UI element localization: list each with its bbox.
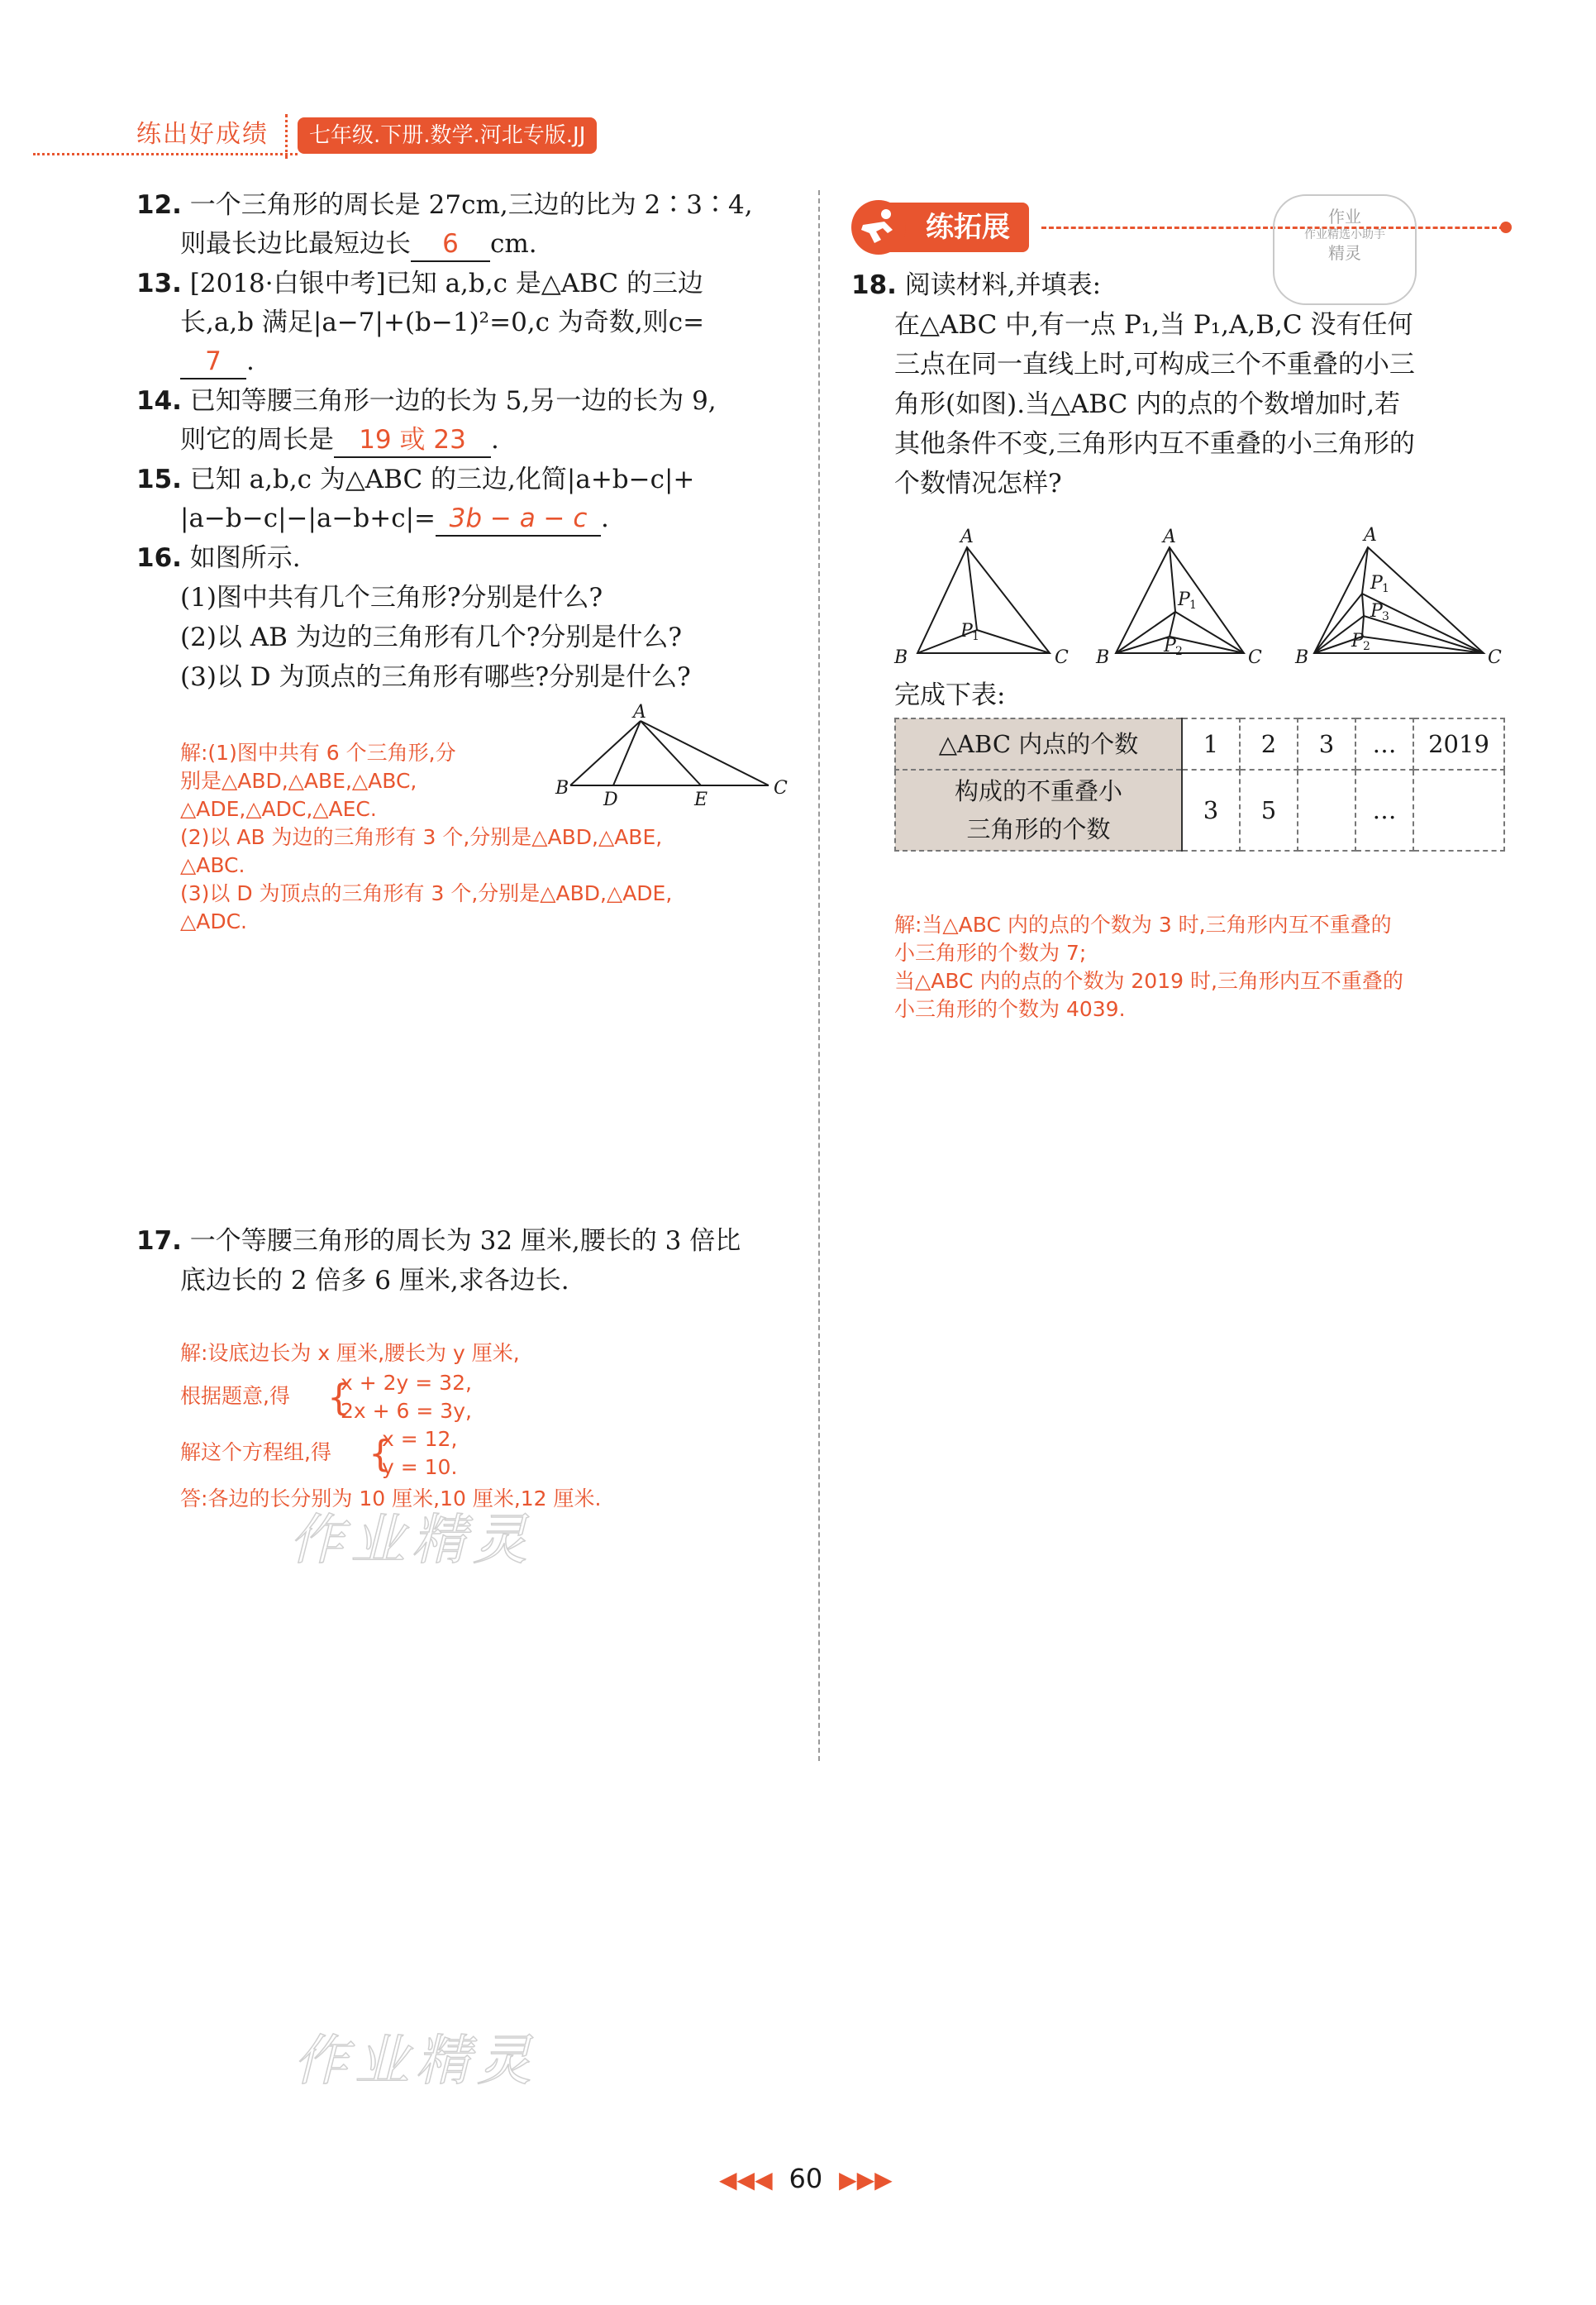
stamp (1273, 194, 1417, 305)
fig18c-sub-3: 3 (1382, 610, 1389, 623)
extension-icon-circle (851, 200, 906, 255)
q17-solution-3: 解这个方程组,得 (180, 1440, 331, 1464)
q16-line1 (136, 539, 301, 577)
q17-text1: 一个等腰三角形的周长为 32 厘米,腰长的 3 倍比 (189, 1226, 741, 1256)
fig18b-label-B: B (1096, 647, 1110, 668)
q16-solution-6: (3)以 D 为顶点的三角形有 3 个,分别是△ABD,△ADE, (180, 881, 673, 905)
q17-system2-eq1: x = 12, (382, 1427, 458, 1451)
fig18c-P1P3 (1362, 594, 1364, 616)
fig16-label-D: D (603, 790, 618, 810)
table-row (895, 770, 1504, 851)
q12-line2 (180, 225, 537, 263)
table-cell: … (1355, 718, 1413, 770)
fig18c-label-B: B (1295, 647, 1309, 668)
table-cell: 3 (1182, 770, 1240, 851)
q18-line6: 个数情况怎样? (894, 469, 1062, 499)
q15-line2 (180, 499, 609, 537)
q12-unit: cm. (490, 229, 537, 259)
fig16-AB (570, 721, 641, 785)
stamp-text-3: 精灵 (1328, 243, 1361, 263)
q13-line1 (136, 265, 703, 303)
table-row2-head-b: 三角形的个数 (966, 815, 1111, 843)
fig18c-label-C: C (1488, 647, 1502, 668)
q12-line1 (136, 186, 753, 224)
table-cell: 2019 (1413, 718, 1504, 770)
q14-line2 (180, 421, 499, 459)
fig18c-label-P1: P (1370, 573, 1383, 594)
q18-line4: 角形(如图).当△ABC 内的点的个数增加时,若 (894, 389, 1401, 419)
q16-solution-1: 解:(1)图中共有 6 个三角形,分 (180, 741, 456, 765)
q14-line1 (136, 382, 717, 420)
table-cell (1413, 770, 1504, 851)
q16-intro: 如图所示. (189, 543, 301, 573)
q16-number: 16. (136, 543, 182, 573)
q13-line2: 长,a,b 满足|a−7|+(b−1)²=0,c 为奇数,则c= (180, 308, 705, 337)
q17-system1-eq2: 2x + 6 = 3y, (341, 1399, 472, 1423)
q18-table (894, 718, 1505, 852)
fig18c-label-A: A (1364, 525, 1377, 546)
q14-end: . (491, 425, 499, 455)
fig18b-label-A: A (1163, 527, 1176, 547)
q12-text1: 一个三角形的周长是 27cm,三边的比为 2∶3∶4, (189, 190, 753, 220)
table-cell: 3 (1298, 718, 1355, 770)
header-dotted-rule (33, 153, 298, 155)
fig18a-triangle (917, 547, 1050, 653)
q12-answer: 6 (411, 227, 490, 262)
q15-text1: 已知 a,b,c 为△ABC 的三边,化简|a+b−c|+ (189, 465, 695, 494)
q18-line1 (851, 266, 1101, 304)
table-row (895, 718, 1504, 770)
fig16-AC (641, 721, 769, 785)
q17-solution-2: 根据题意,得 (180, 1384, 290, 1408)
q13-end: . (246, 346, 255, 376)
q18-line5: 其他条件不变,三角形内互不重叠的小三角形的 (894, 429, 1415, 459)
q17-system2-eq2: y = 10. (382, 1455, 458, 1479)
q16-sub3: (3)以 D 为顶点的三角形有哪些?分别是什么? (180, 662, 691, 692)
watermark-1: 作业精灵 (289, 1508, 534, 1572)
q14-text2: 则它的周长是 (180, 425, 334, 455)
q14-text1: 已知等腰三角形一边的长为 5,另一边的长为 9, (189, 386, 717, 416)
q17-line1 (136, 1222, 741, 1260)
q16-solution-4: (2)以 AB 为边的三角形有 3 个,分别是△ABD,△ABE, (180, 825, 663, 849)
table-row2-head-a: 构成的不重叠小 (954, 777, 1122, 805)
q13-text1: [2018·白银中考]已知 a,b,c 是△ABC 的三边 (189, 269, 703, 298)
fig16-label-C: C (774, 778, 788, 799)
page-number: 60 (788, 2163, 823, 2194)
q18-number: 18. (851, 270, 897, 300)
table-cell: 1 (1182, 718, 1240, 770)
q17-system1-eq1: x + 2y = 32, (341, 1371, 472, 1395)
q15-line1 (136, 461, 694, 499)
fig18b-sub-2: 2 (1175, 645, 1183, 658)
watermark-2: 作业精灵 (293, 2029, 538, 2093)
q18-figures (884, 521, 1546, 686)
fig18b-sub-1: 1 (1189, 599, 1197, 612)
q17-brace-2: { (369, 1433, 392, 1475)
q18-text1: 阅读材料,并填表: (904, 270, 1102, 300)
q15-answer: 3b − a − c (436, 502, 601, 537)
table-cell (1298, 770, 1355, 851)
q18-solution-3: 当△ABC 内的点的个数为 2019 时,三角形内互不重叠的 (894, 969, 1403, 993)
fig18a-CP1 (977, 630, 1050, 653)
fig16-label-E: E (694, 790, 708, 810)
extension-end-dot (1500, 222, 1512, 233)
header-title: 练出好成绩 (136, 120, 269, 149)
fig16-label-A: A (633, 703, 646, 723)
q16-sub2: (2)以 AB 为边的三角形有几个?分别是什么? (180, 623, 683, 652)
fig18c-sub-1: 1 (1382, 582, 1389, 595)
q13-line3 (180, 342, 255, 380)
fig18b-label-P2: P (1164, 636, 1176, 656)
fig16-label-B: B (555, 778, 569, 799)
q17-solution-1: 解:设底边长为 x 厘米,腰长为 y 厘米, (180, 1341, 520, 1365)
q13-number: 13. (136, 269, 182, 298)
table-cell: 5 (1240, 770, 1298, 851)
q16-sub1: (1)图中共有几个三角形?分别是什么? (180, 583, 603, 613)
table-row-header (895, 770, 1182, 851)
extension-label: 练拓展 (926, 211, 1010, 244)
q16-solution-3: △ADE,△ADC,△AEC. (180, 797, 377, 821)
fig16-AD (613, 721, 641, 785)
page-right-arrows-icon: ▶▶▶ (839, 2166, 893, 2193)
table-row-header: △ABC 内点的个数 (895, 718, 1182, 770)
q12-text2: 则最长边比最短边长 (180, 229, 411, 259)
q13-answer: 7 (180, 345, 246, 379)
q18-line3: 三点在同一直线上时,可构成三个不重叠的小三 (894, 350, 1415, 379)
q18-table-intro: 完成下表: (894, 680, 1006, 710)
table-cell: 2 (1240, 718, 1298, 770)
fig18a-label-A: A (960, 527, 974, 547)
fig18a-label-C: C (1055, 647, 1069, 668)
fig18a-AP1 (967, 547, 977, 630)
q14-number: 14. (136, 386, 182, 416)
q16-solution-5: △ABC. (180, 853, 245, 877)
q15-end: . (601, 503, 609, 533)
runner-icon (851, 200, 906, 255)
fig18b-label-P1: P (1178, 589, 1190, 610)
stamp-text-2: 作业精选小助手 (1304, 228, 1385, 241)
q17-brace-1: { (327, 1377, 350, 1419)
header-badge: 七年级.下册.数学.河北专版.JJ (298, 117, 597, 154)
fig18b-AP1 (1170, 547, 1175, 612)
q18-solution-4: 小三角形的个数为 4039. (894, 997, 1126, 1021)
q18-solution-2: 小三角形的个数为 7; (894, 941, 1087, 965)
fig16-AE (641, 721, 701, 785)
page-footer (719, 2159, 893, 2199)
fig18a-label-P1: P (960, 621, 973, 642)
fig18c-sub-2: 2 (1363, 640, 1370, 653)
q14-answer: 19 或 23 (334, 423, 491, 458)
fig18c-label-P2: P (1351, 631, 1364, 651)
fig18c-label-P3: P (1370, 601, 1383, 622)
fig18a-label-B: B (894, 647, 908, 668)
header-separator (285, 114, 293, 159)
page-left-arrows-icon: ◀◀◀ (719, 2166, 773, 2193)
q16-solution-7: △ADC. (180, 909, 247, 933)
stamp-text-1: 作业 (1328, 207, 1361, 227)
q12-number: 12. (136, 190, 182, 220)
q15-text2: |a−b−c|−|a−b+c|= (180, 503, 436, 533)
fig18b-label-C: C (1248, 647, 1262, 668)
q17-solution-4: 答:各边的长分别为 10 厘米,10 厘米,12 厘米. (180, 1487, 602, 1510)
table-cell: … (1355, 770, 1413, 851)
q17-number: 17. (136, 1226, 182, 1256)
q17-line2: 底边长的 2 倍多 6 厘米,求各边长. (180, 1266, 569, 1296)
fig18c-triangle (1314, 547, 1484, 653)
column-divider (818, 190, 820, 1761)
q18-line2: 在△ABC 中,有一点 P₁,当 P₁,A,B,C 没有任何 (894, 310, 1413, 340)
q16-figure (554, 703, 802, 810)
q15-number: 15. (136, 465, 182, 494)
q18-solution-1: 解:当△ABC 内的点的个数为 3 时,三角形内互不重叠的 (894, 913, 1392, 937)
fig18b-CP1 (1175, 612, 1244, 653)
q16-solution-2: 别是△ABD,△ABE,△ABC, (180, 769, 417, 793)
fig18a-sub-1: 1 (972, 630, 979, 643)
